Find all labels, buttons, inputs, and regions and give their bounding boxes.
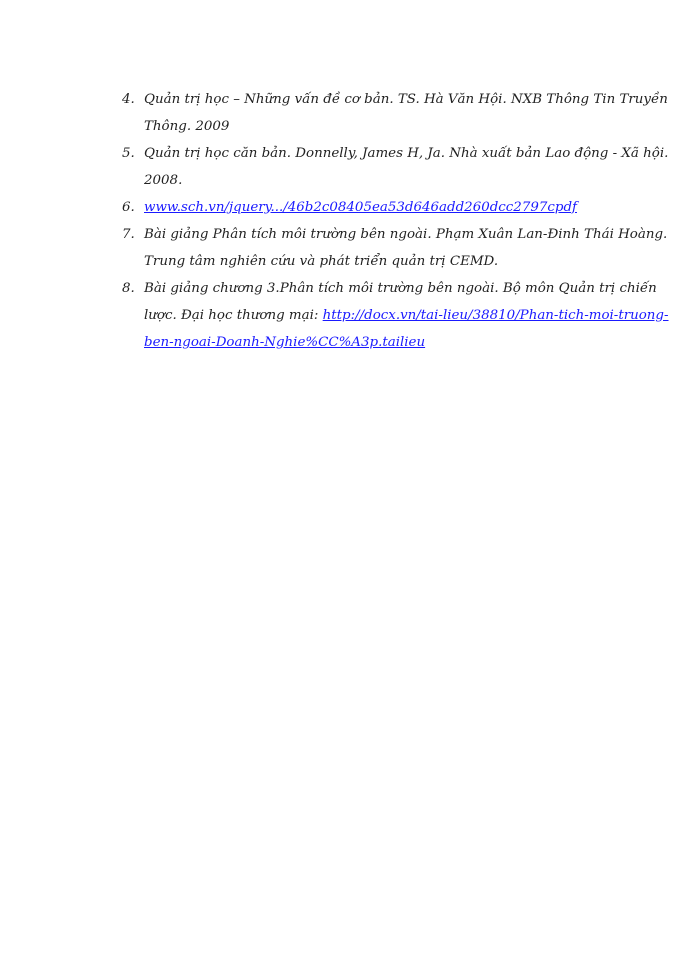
reference-item-5 [122,140,669,194]
item-number: 8. [122,281,135,296]
reference-text: Trung tâm nghiên cứu và phát triển quản trị CEMD. [144,254,499,269]
item-number: 7. [122,227,135,242]
item-number: 6. [122,200,135,215]
reference-text: lược. Đại học thương mại: [144,308,323,323]
reference-text: Bài giảng chương 3.Phân tích môi trường bên ngoài. Bộ môn Quản trị chiến [144,281,657,296]
reference-item-8 [122,275,669,356]
reference-list [122,86,669,356]
item-number: 5. [122,146,135,161]
reference-link[interactable]: www.sch.vn/jquery.../46b2c08405ea53d646add260dcc2797cpdf [144,200,577,215]
reference-link[interactable]: http://docx.vn/tai-lieu/38810/Phan-tich-moi-truong- [322,308,669,323]
reference-item-4 [122,86,668,140]
reference-text: Bài giảng Phân tích môi trường bên ngoài. Phạm Xuân Lan-Đinh Thái Hoàng. [144,227,668,242]
reference-item-7 [122,221,668,275]
reference-item-6 [122,194,619,221]
reference-text: 2008. [144,173,183,188]
reference-link-continued[interactable]: ben-ngoai-Doanh-Nghie%CC%A3p.tailieu [144,335,426,350]
reference-text: Quản trị học – Những vấn đề cơ bản. TS. Hà Văn Hội. NXB Thông Tin Truyền [144,92,668,107]
reference-text: Thông. 2009 [144,119,230,134]
reference-text: Quản trị học căn bản. Donnelly, James H, Ja. Nhà xuất bản Lao động - Xã hội. [144,146,669,161]
item-number: 4. [122,92,135,107]
